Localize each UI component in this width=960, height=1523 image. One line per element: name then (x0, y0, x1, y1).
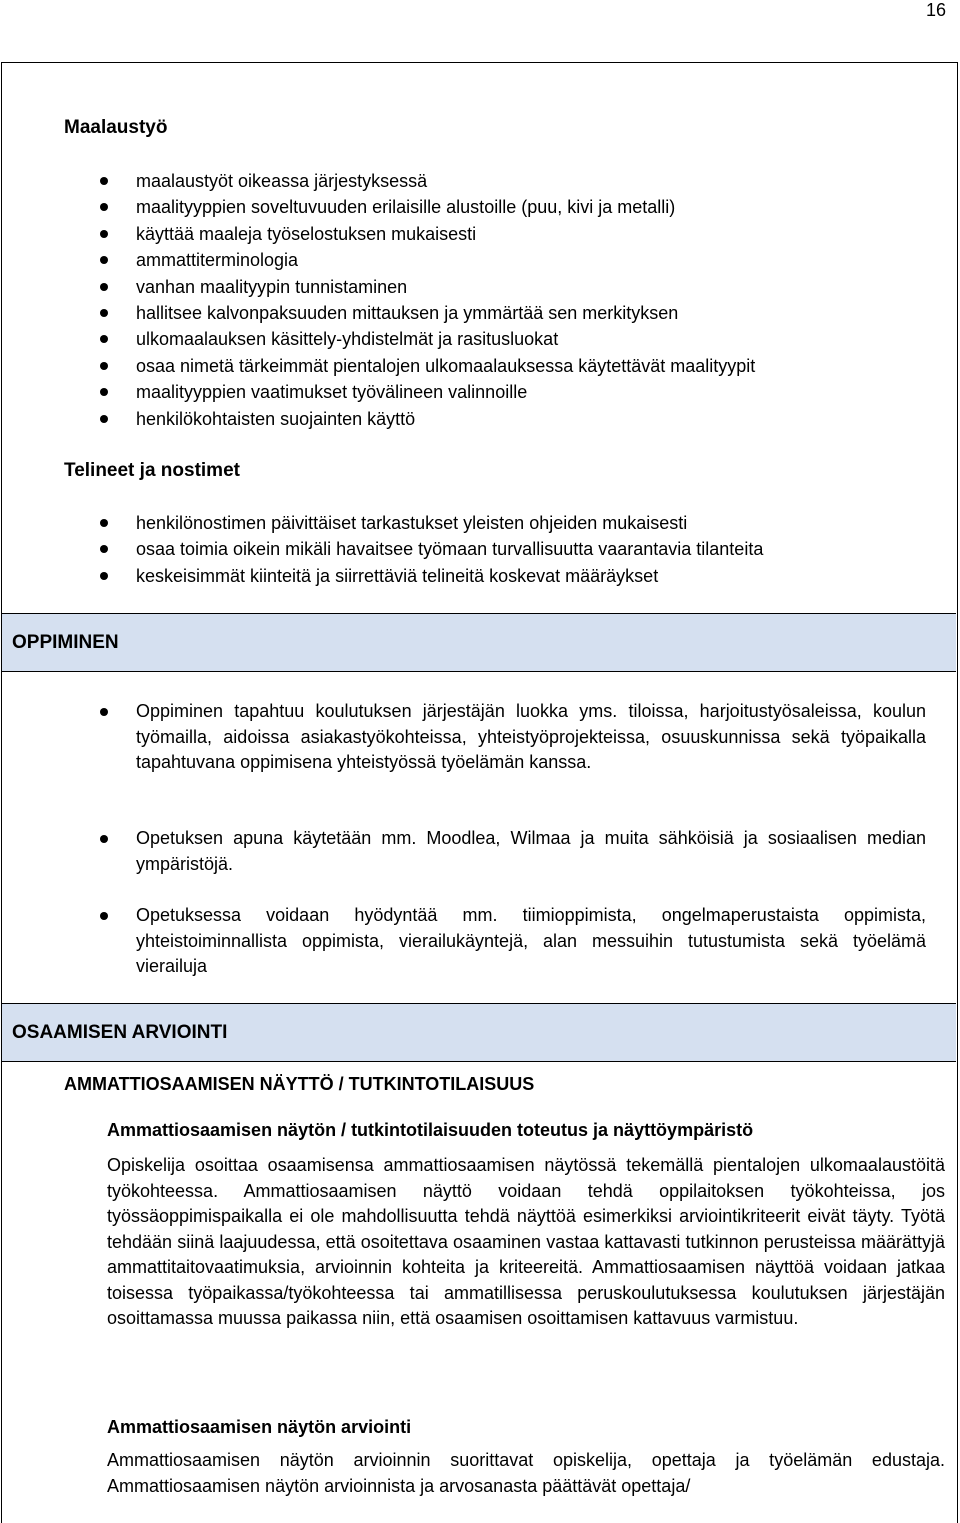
list-item: maalityyppien soveltuvuuden erilaisille alustoille (puu, kivi ja metalli) (0, 194, 940, 220)
section-band-oppiminen (2, 613, 956, 672)
list-item: vanhan maalityypin tunnistaminen (0, 274, 940, 300)
bullet-icon (100, 415, 108, 423)
list-item: maalaustyöt oikeassa järjestyksessä (0, 168, 940, 194)
heading-arviointi: Ammattiosaamisen näytön arviointi (107, 1417, 412, 1437)
section-title-telineet: Telineet ja nostimet (64, 460, 240, 481)
bullet-icon (100, 309, 108, 317)
bullet-icon (100, 256, 108, 264)
subheader-naytto: AMMATTIOSAAMISEN NÄYTTÖ / TUTKINTOTILAISUUS (64, 1074, 535, 1094)
list-item: ulkomaalauksen käsittely-yhdistelmät ja rasitusluokat (0, 326, 940, 352)
bullet-icon (100, 708, 108, 716)
list-item: hallitsee kalvonpaksuuden mittauksen ja ymmärtää sen merkityksen (0, 300, 940, 326)
bullet-icon (100, 545, 108, 553)
list-item: henkilönostimen päivittäiset tarkastukset yleisten ohjeiden mukaisesti (0, 510, 940, 536)
bullet-icon (100, 835, 108, 843)
bullet-icon (100, 203, 108, 211)
bullet-icon (100, 335, 108, 343)
list-item: käyttää maaleja työselostuksen mukaisesti (0, 221, 940, 247)
bullet-icon (100, 912, 108, 920)
bullet-icon (100, 519, 108, 527)
page-number: 16 (925, 0, 946, 20)
list-item: henkilökohtaisten suojainten käyttö (0, 406, 940, 432)
telineet-list (0, 510, 940, 589)
list-item: ammattiterminologia (0, 247, 940, 273)
section-header-oppiminen: OPPIMINEN (12, 632, 119, 653)
list-item: osaa toimia oikein mikäli havaitsee työmaan turvallisuutta vaarantavia tilanteita (0, 536, 940, 562)
maalaustyo-list (0, 168, 940, 432)
list-item: keskeisimmät kiinteitä ja siirrettäviä telineitä koskevat määräykset (0, 563, 940, 589)
list-item: osaa nimetä tärkeimmät pientalojen ulkomaalauksessa käytettävät maalityypit (0, 353, 940, 379)
paragraph-arviointi: Ammattiosaamisen näytön arvioinnin suorittavat opiskelija, opettaja ja työelämän edustaja. Ammattiosaamisen näytön arvioinnista ja arvosanasta päättävät opettaja/ (107, 1450, 945, 1496)
list-item: Opetuksessa voidaan hyödyntää mm. tiimioppimista, ongelmaperustaista oppimista, yhteistoiminnallista oppimista, vierailukäyntejä, alan messuihin tutustumista sekä työelämä vierailuja (0, 903, 940, 980)
section-title-maalaustyo: Maalaustyö (64, 117, 168, 138)
list-item: Oppiminen tapahtuu koulutuksen järjestäjän luokka yms. tiloissa, harjoitustyösaleissa, koulun työmailla, aidoissa asiakastyökohteissa, yhteistyöprojekteissa, osuuskunnissa sekä työpaikalla tapahtuvana oppimisena yhteistyössä työelämän kanssa. (0, 699, 940, 776)
heading-toteutus: Ammattiosaamisen näytön / tutkintotilaisuuden toteutus ja näyttöympäristö (107, 1120, 754, 1140)
bullet-icon (100, 388, 108, 396)
paragraph-toteutus: Opiskelija osoittaa osaamisensa ammattiosaamisen näytössä tekemällä pientalojen ulkomaalaustöitä työkohteessa. Ammattiosaamisen näyttö voidaan tehdä oppilaitoksen työkohteissa, jos työssäoppimispaikalla ei ole mahdollisuutta tehdä näyttöä esimerkiksi arviointikriteerit eivät täyty. Työtä tehdään siinä laajuudessa, että osoitettava osaaminen vastaa kattavasti tutkinnon perusteissa määrättyjä ammattitaitovaatimuksia, arvioinnin kohteita ja kriteereitä. Ammattiosaamisen näyttöä voidaan jatkaa toisessa työpaikassa/työkohteessa tai ammatillisessa peruskoulutuksessa koulutuksen järjestäjän osoittamassa muussa paikassa niin, että osaamisen osoittamisen kattavuus varmistuu. (107, 1155, 945, 1328)
bullet-icon (100, 177, 108, 185)
section-band-arviointi (2, 1003, 956, 1062)
bullet-icon (100, 230, 108, 238)
section-header-arviointi: OSAAMISEN ARVIOINTI (12, 1022, 228, 1043)
list-item: maalityyppien vaatimukset työvälineen valinnoille (0, 379, 940, 405)
list-item: Opetuksen apuna käytetään mm. Moodlea, Wilmaa ja muita sähköisiä ja sosiaalisen median ympäristöjä. (0, 826, 940, 877)
bullet-icon (100, 283, 108, 291)
bullet-icon (100, 362, 108, 370)
bullet-icon (100, 572, 108, 580)
